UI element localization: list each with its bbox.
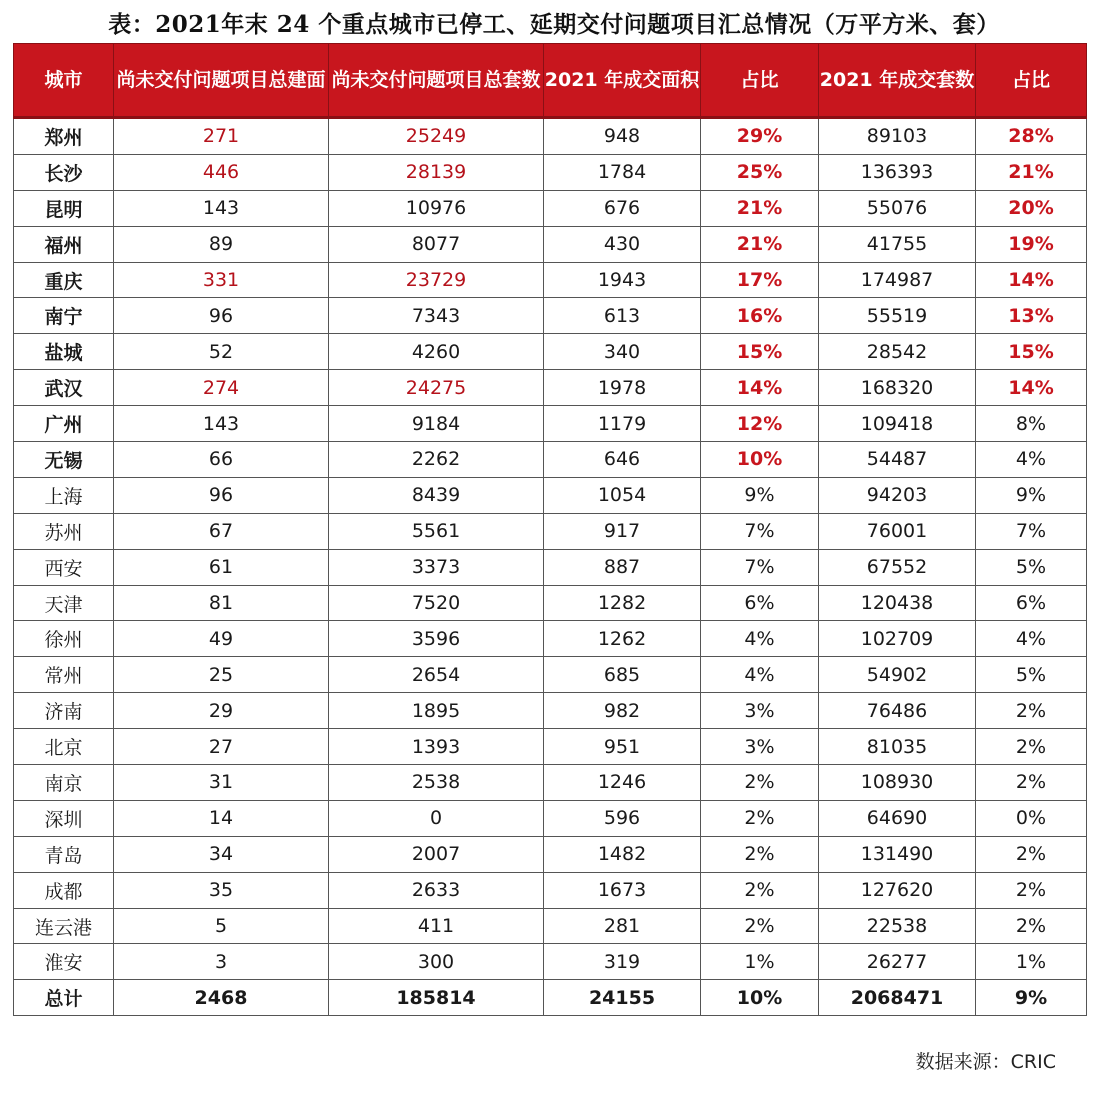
deal-area-cell: 1673: [544, 872, 701, 908]
units-cell: 2654: [329, 657, 544, 693]
pct-area-cell: 25%: [701, 154, 819, 190]
city-cell: 苏州: [14, 513, 114, 549]
units-cell: 5561: [329, 513, 544, 549]
deal-units-cell: 81035: [819, 729, 976, 765]
pct-units-cell: 21%: [976, 154, 1087, 190]
pct-area-cell: 2%: [701, 800, 819, 836]
deal-units-cell: 120438: [819, 585, 976, 621]
area-cell: 5: [114, 908, 329, 944]
pct-units-cell: 14%: [976, 370, 1087, 406]
city-cell: 广州: [14, 406, 114, 442]
table-row: [14, 370, 1087, 406]
pct-units-cell: 6%: [976, 585, 1087, 621]
deal-units-cell: 54487: [819, 442, 976, 478]
pct-units-cell: 5%: [976, 549, 1087, 585]
pct-units-cell: 5%: [976, 657, 1087, 693]
pct-area-cell: 3%: [701, 693, 819, 729]
area-cell: 274: [114, 370, 329, 406]
table-row: [14, 477, 1087, 513]
pct-units-cell: 4%: [976, 442, 1087, 478]
deal-area-cell: 951: [544, 729, 701, 765]
pct-area-cell: 17%: [701, 262, 819, 298]
units-cell: 3373: [329, 549, 544, 585]
pct-units-cell: 2%: [976, 693, 1087, 729]
pct-units-cell: 14%: [976, 262, 1087, 298]
table-row: [14, 908, 1087, 944]
deal-area-cell: 1246: [544, 765, 701, 801]
area-cell: 52: [114, 334, 329, 370]
deal-units-cell: 55519: [819, 298, 976, 334]
pct-area-cell: 12%: [701, 406, 819, 442]
pct-area-cell: 3%: [701, 729, 819, 765]
pct-units-cell: 8%: [976, 406, 1087, 442]
area-cell: 61: [114, 549, 329, 585]
city-cell: 常州: [14, 657, 114, 693]
table-row: [14, 549, 1087, 585]
units-cell: 25249: [329, 118, 544, 155]
pct-units-cell: 15%: [976, 334, 1087, 370]
deal-area-cell: 319: [544, 944, 701, 980]
deal-units-cell: 109418: [819, 406, 976, 442]
pct-units-cell: 2%: [976, 872, 1087, 908]
city-cell: 南宁: [14, 298, 114, 334]
table-row: [14, 190, 1087, 226]
pct-area-cell: 2%: [701, 872, 819, 908]
deal-units-cell: 2068471: [819, 980, 976, 1016]
area-cell: 31: [114, 765, 329, 801]
table-title: 表：2021年末 24 个重点城市已停工、延期交付问题项目汇总情况（万平方米、套）: [108, 11, 1000, 38]
header-cell: 占比: [701, 44, 819, 118]
units-cell: 2007: [329, 836, 544, 872]
pct-area-cell: 9%: [701, 477, 819, 513]
deal-units-cell: 67552: [819, 549, 976, 585]
pct-units-cell: 0%: [976, 800, 1087, 836]
deal-units-cell: 76001: [819, 513, 976, 549]
city-cell: 天津: [14, 585, 114, 621]
units-cell: 411: [329, 908, 544, 944]
units-cell: 3596: [329, 621, 544, 657]
units-cell: 10976: [329, 190, 544, 226]
table-row: [14, 693, 1087, 729]
area-cell: 67: [114, 513, 329, 549]
pct-area-cell: 21%: [701, 226, 819, 262]
deal-area-cell: 1179: [544, 406, 701, 442]
table-row: [14, 621, 1087, 657]
city-cell: 济南: [14, 693, 114, 729]
pct-units-cell: 9%: [976, 980, 1087, 1016]
table-row: [14, 944, 1087, 980]
table-row: [14, 262, 1087, 298]
deal-units-cell: 54902: [819, 657, 976, 693]
deal-area-cell: 1482: [544, 836, 701, 872]
city-cell: 武汉: [14, 370, 114, 406]
deal-area-cell: 1943: [544, 262, 701, 298]
area-cell: 27: [114, 729, 329, 765]
units-cell: 1393: [329, 729, 544, 765]
pct-area-cell: 14%: [701, 370, 819, 406]
city-cell: 上海: [14, 477, 114, 513]
deal-units-cell: 76486: [819, 693, 976, 729]
header-row: [14, 44, 1087, 118]
pct-area-cell: 7%: [701, 549, 819, 585]
units-cell: 28139: [329, 154, 544, 190]
deal-units-cell: 94203: [819, 477, 976, 513]
table-row: [14, 585, 1087, 621]
area-cell: 35: [114, 872, 329, 908]
area-cell: 89: [114, 226, 329, 262]
deal-area-cell: 948: [544, 118, 701, 155]
deal-area-cell: 430: [544, 226, 701, 262]
city-cell: 北京: [14, 729, 114, 765]
area-cell: 25: [114, 657, 329, 693]
city-cell: 福州: [14, 226, 114, 262]
deal-area-cell: 1784: [544, 154, 701, 190]
table-row: [14, 836, 1087, 872]
area-cell: 34: [114, 836, 329, 872]
units-cell: 9184: [329, 406, 544, 442]
area-cell: 96: [114, 298, 329, 334]
city-cell: 南京: [14, 765, 114, 801]
source-note: 数据来源：CRIC: [915, 1051, 1056, 1073]
pct-area-cell: 4%: [701, 621, 819, 657]
area-cell: 14: [114, 800, 329, 836]
data-table: [13, 43, 1087, 1016]
city-cell: 连云港: [14, 908, 114, 944]
pct-area-cell: 7%: [701, 513, 819, 549]
units-cell: 4260: [329, 334, 544, 370]
pct-area-cell: 10%: [701, 442, 819, 478]
table-row: [14, 298, 1087, 334]
units-cell: 1895: [329, 693, 544, 729]
city-cell: 深圳: [14, 800, 114, 836]
table-row: [14, 872, 1087, 908]
pct-area-cell: 2%: [701, 836, 819, 872]
city-cell: 青岛: [14, 836, 114, 872]
header-cell: 2021 年成交面积: [544, 44, 701, 118]
deal-area-cell: 887: [544, 549, 701, 585]
pct-units-cell: 28%: [976, 118, 1087, 155]
pct-units-cell: 9%: [976, 477, 1087, 513]
units-cell: 185814: [329, 980, 544, 1016]
deal-units-cell: 108930: [819, 765, 976, 801]
pct-units-cell: 20%: [976, 190, 1087, 226]
deal-units-cell: 26277: [819, 944, 976, 980]
deal-area-cell: 676: [544, 190, 701, 226]
city-cell: 西安: [14, 549, 114, 585]
deal-units-cell: 22538: [819, 908, 976, 944]
city-cell: 淮安: [14, 944, 114, 980]
table-row: [14, 729, 1087, 765]
deal-area-cell: 340: [544, 334, 701, 370]
total-row: [14, 980, 1087, 1016]
pct-area-cell: 10%: [701, 980, 819, 1016]
deal-units-cell: 174987: [819, 262, 976, 298]
deal-units-cell: 102709: [819, 621, 976, 657]
pct-area-cell: 6%: [701, 585, 819, 621]
area-cell: 143: [114, 406, 329, 442]
area-cell: 143: [114, 190, 329, 226]
deal-units-cell: 55076: [819, 190, 976, 226]
area-cell: 2468: [114, 980, 329, 1016]
units-cell: 300: [329, 944, 544, 980]
deal-area-cell: 646: [544, 442, 701, 478]
units-cell: 7520: [329, 585, 544, 621]
pct-units-cell: 2%: [976, 765, 1087, 801]
units-cell: 23729: [329, 262, 544, 298]
area-cell: 81: [114, 585, 329, 621]
area-cell: 49: [114, 621, 329, 657]
units-cell: 24275: [329, 370, 544, 406]
header-cell: 尚未交付问题项目总建面: [114, 44, 329, 118]
pct-area-cell: 29%: [701, 118, 819, 155]
city-cell: 成都: [14, 872, 114, 908]
table-row: [14, 334, 1087, 370]
deal-area-cell: 596: [544, 800, 701, 836]
deal-area-cell: 24155: [544, 980, 701, 1016]
table-row: [14, 800, 1087, 836]
table-row: [14, 154, 1087, 190]
table-row: [14, 765, 1087, 801]
deal-units-cell: 131490: [819, 836, 976, 872]
header-cell: 城市: [14, 44, 114, 118]
units-cell: 7343: [329, 298, 544, 334]
deal-units-cell: 28542: [819, 334, 976, 370]
deal-area-cell: 982: [544, 693, 701, 729]
area-cell: 3: [114, 944, 329, 980]
area-cell: 446: [114, 154, 329, 190]
deal-area-cell: 917: [544, 513, 701, 549]
pct-units-cell: 4%: [976, 621, 1087, 657]
city-cell: 郑州: [14, 118, 114, 155]
area-cell: 29: [114, 693, 329, 729]
header-cell: 尚未交付问题项目总套数: [329, 44, 544, 118]
table-row: [14, 513, 1087, 549]
pct-units-cell: 13%: [976, 298, 1087, 334]
area-cell: 66: [114, 442, 329, 478]
deal-area-cell: 1978: [544, 370, 701, 406]
pct-area-cell: 15%: [701, 334, 819, 370]
deal-units-cell: 168320: [819, 370, 976, 406]
deal-units-cell: 136393: [819, 154, 976, 190]
deal-area-cell: 1054: [544, 477, 701, 513]
city-cell: 重庆: [14, 262, 114, 298]
city-cell: 无锡: [14, 442, 114, 478]
city-cell: 盐城: [14, 334, 114, 370]
pct-area-cell: 4%: [701, 657, 819, 693]
deal-units-cell: 64690: [819, 800, 976, 836]
table-row: [14, 442, 1087, 478]
deal-area-cell: 1282: [544, 585, 701, 621]
pct-area-cell: 16%: [701, 298, 819, 334]
deal-area-cell: 685: [544, 657, 701, 693]
pct-area-cell: 2%: [701, 765, 819, 801]
units-cell: 2262: [329, 442, 544, 478]
deal-units-cell: 89103: [819, 118, 976, 155]
table-row: [14, 406, 1087, 442]
pct-units-cell: 1%: [976, 944, 1087, 980]
area-cell: 331: [114, 262, 329, 298]
city-cell: 昆明: [14, 190, 114, 226]
city-cell: 徐州: [14, 621, 114, 657]
deal-units-cell: 41755: [819, 226, 976, 262]
units-cell: 0: [329, 800, 544, 836]
area-cell: 96: [114, 477, 329, 513]
units-cell: 8439: [329, 477, 544, 513]
units-cell: 8077: [329, 226, 544, 262]
table-row: [14, 226, 1087, 262]
header-cell: 占比: [976, 44, 1087, 118]
deal-units-cell: 127620: [819, 872, 976, 908]
header-cell: 2021 年成交套数: [819, 44, 976, 118]
pct-area-cell: 21%: [701, 190, 819, 226]
deal-area-cell: 281: [544, 908, 701, 944]
pct-units-cell: 2%: [976, 729, 1087, 765]
deal-area-cell: 613: [544, 298, 701, 334]
table-row: [14, 118, 1087, 155]
table-row: [14, 657, 1087, 693]
pct-units-cell: 7%: [976, 513, 1087, 549]
pct-units-cell: 2%: [976, 908, 1087, 944]
units-cell: 2538: [329, 765, 544, 801]
pct-area-cell: 1%: [701, 944, 819, 980]
pct-units-cell: 19%: [976, 226, 1087, 262]
units-cell: 2633: [329, 872, 544, 908]
pct-area-cell: 2%: [701, 908, 819, 944]
table-body: [14, 118, 1087, 1016]
city-cell: 长沙: [14, 154, 114, 190]
city-cell: 总计: [14, 980, 114, 1016]
deal-area-cell: 1262: [544, 621, 701, 657]
area-cell: 271: [114, 118, 329, 155]
pct-units-cell: 2%: [976, 836, 1087, 872]
